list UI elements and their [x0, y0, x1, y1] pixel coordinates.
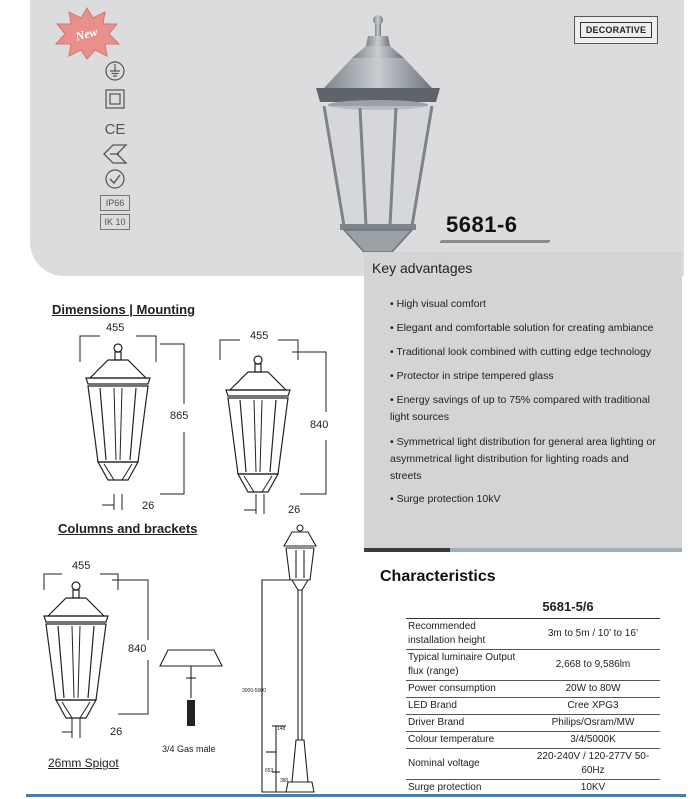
table-row — [406, 749, 660, 780]
ip-rating-label: IP66 — [100, 195, 130, 211]
earth-ground-icon — [100, 60, 130, 82]
row-label: Typical luminaire Output flux (range) — [406, 650, 526, 681]
new-badge-label: New — [74, 24, 99, 44]
lamp1-height: 865 — [170, 410, 189, 422]
table-row — [406, 715, 660, 732]
category-label — [574, 16, 658, 44]
model-number: 5681-6 — [446, 212, 518, 237]
row-label: Recommended installation height — [406, 619, 526, 650]
ce-mark-icon — [100, 117, 130, 139]
table-row — [406, 650, 660, 681]
key-advantages-panel — [364, 252, 682, 552]
row-label: Power consumption — [406, 681, 526, 698]
table-row — [406, 681, 660, 698]
row-value: 220-240V / 120-277V 50-60Hz — [526, 749, 660, 780]
pole-dim-653: 653 — [265, 768, 274, 774]
new-badge — [52, 6, 122, 60]
row-value: 2,668 to 9,586lm — [526, 650, 660, 681]
lamp2-base: 26 — [288, 504, 301, 516]
advantage-item: • Elegant and comfortable solution for creating ambiance — [390, 320, 662, 337]
row-value: 3m to 5m / 10’ to 16’ — [526, 619, 660, 650]
ik-rating-label: IK 10 — [100, 214, 130, 230]
lamp3-height: 840 — [128, 643, 147, 655]
row-value: 10KV — [526, 780, 660, 797]
enec-mark-icon — [100, 143, 130, 165]
columns-title: Columns and brackets — [58, 521, 198, 536]
characteristics-table — [406, 596, 660, 797]
advantage-item: • Surge protection 10kV — [390, 491, 662, 508]
hero-lamp-image — [300, 6, 450, 264]
row-label: Nominal voltage — [406, 749, 526, 780]
advantage-item: • High visual comfort — [390, 296, 662, 313]
advantages-list — [390, 296, 662, 508]
model-underline — [439, 240, 551, 243]
row-value: Cree XPG3 — [526, 698, 660, 715]
table-row — [406, 619, 660, 650]
row-label: Colour temperature — [406, 732, 526, 749]
table-row — [406, 698, 660, 715]
row-label: Surge protection — [406, 780, 526, 797]
row-value: 3/4/5000K — [526, 732, 660, 749]
characteristics-model: 5681-5/6 — [406, 596, 660, 619]
lamp3-base: 26 — [110, 726, 123, 738]
row-value: 20W to 80W — [526, 681, 660, 698]
lamp2-height: 840 — [310, 419, 329, 431]
spigot-label: 26mm Spigot — [48, 756, 119, 770]
row-value: Philips/Osram/MW — [526, 715, 660, 732]
panel-bottom-accent — [450, 548, 682, 552]
advantage-item: • Energy savings of up to 75% compared with traditional light sources — [390, 392, 662, 426]
row-label: Driver Brand — [406, 715, 526, 732]
pole-dim-380: 380 — [280, 778, 289, 784]
characteristics-title: Characteristics — [380, 568, 496, 585]
dimensions-title: Dimensions | Mounting — [52, 302, 196, 317]
pole-height-label: 3000-5000 — [242, 688, 266, 694]
table-row — [406, 732, 660, 749]
row-label: LED Brand — [406, 698, 526, 715]
class-II-icon — [100, 88, 130, 110]
gas-male-label: 3/4 Gas male — [162, 744, 216, 754]
category-text: DECORATIVE — [580, 22, 652, 38]
footer-strip — [26, 794, 686, 797]
pole-dim-148: 148 — [277, 726, 286, 732]
key-advantages-title: Key advantages — [372, 260, 473, 276]
lamp1-width: 455 — [106, 322, 125, 334]
svg-text:CE: CE — [104, 121, 126, 138]
advantage-item: • Protector in stripe tempered glass — [390, 368, 662, 385]
lamp2-width: 455 — [250, 330, 269, 342]
advantage-item: • Traditional look combined with cutting edge technology — [390, 344, 662, 361]
lamp1-base: 26 — [142, 500, 155, 512]
advantage-item: • Symmetrical light distribution for general area lighting or asymmetrical light distribution for lighting roads and streets — [390, 434, 662, 485]
quality-check-icon — [100, 168, 130, 190]
lamp3-width: 455 — [72, 560, 91, 572]
